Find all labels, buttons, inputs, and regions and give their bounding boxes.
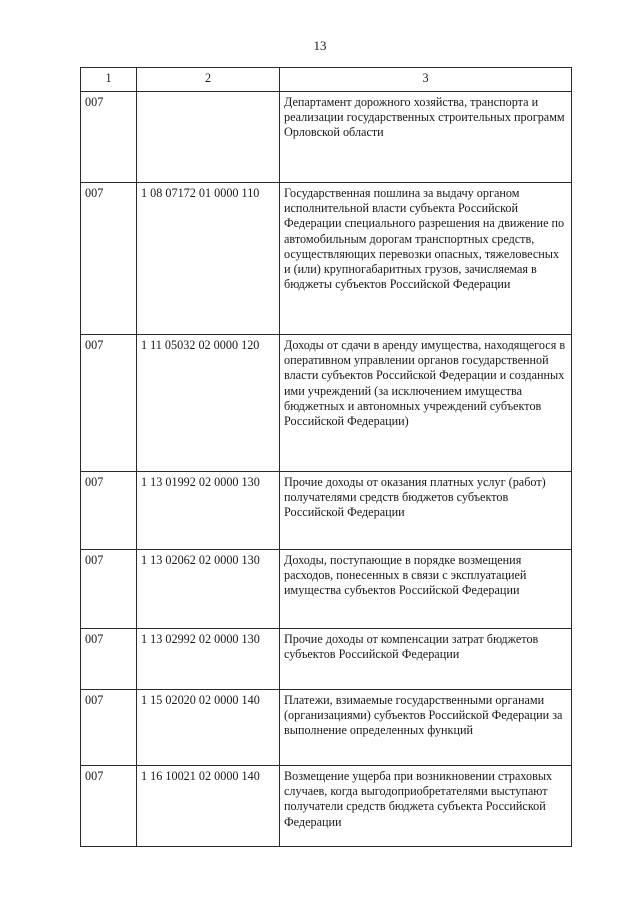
table-row <box>81 335 572 472</box>
table-row <box>81 183 572 335</box>
admin-code-cell: 007 <box>81 690 137 766</box>
table-row <box>81 766 572 847</box>
budget-code-cell: 1 13 01992 02 0000 130 <box>137 472 280 550</box>
column-header-1: 1 <box>81 68 137 92</box>
column-header-2: 2 <box>137 68 280 92</box>
budget-code-cell: 1 15 02020 02 0000 140 <box>137 690 280 766</box>
budget-code-cell: 1 13 02992 02 0000 130 <box>137 629 280 690</box>
description-cell: Департамент дорожного хозяйства, транспорта и реализации государственных строительных программ Орловской области <box>280 92 572 183</box>
table-row <box>81 690 572 766</box>
table-row <box>81 629 572 690</box>
budget-code-cell: 1 11 05032 02 0000 120 <box>137 335 280 472</box>
table-row <box>81 92 572 183</box>
table-row <box>81 550 572 629</box>
column-header-3: 3 <box>280 68 572 92</box>
admin-code-cell: 007 <box>81 629 137 690</box>
admin-code-cell: 007 <box>81 92 137 183</box>
description-cell: Доходы от сдачи в аренду имущества, находящегося в оперативном управлении органов государственной власти субъектов Российской Федерации и созданных ими учреждений (за исключением имущества бюджетных и автономных учреждений субъектов Российской Федерации) <box>280 335 572 472</box>
admin-code-cell: 007 <box>81 335 137 472</box>
description-cell: Прочие доходы от оказания платных услуг (работ) получателями средств бюджетов субъектов Российской Федерации <box>280 472 572 550</box>
admin-code-cell: 007 <box>81 766 137 847</box>
budget-code-cell: 1 13 02062 02 0000 130 <box>137 550 280 629</box>
description-cell: Платежи, взимаемые государственными органами (организациями) субъектов Российской Федерации за выполнение определенных функций <box>280 690 572 766</box>
table-row <box>81 472 572 550</box>
description-cell: Прочие доходы от компенсации затрат бюджетов субъектов Российской Федерации <box>280 629 572 690</box>
budget-code-cell <box>137 92 280 183</box>
budget-code-cell: 1 08 07172 01 0000 110 <box>137 183 280 335</box>
description-cell: Возмещение ущерба при возникновении страховых случаев, когда выгодоприобретателями выступают получатели средств бюджета субъекта Российской Федерации <box>280 766 572 847</box>
description-cell: Государственная пошлина за выдачу органом исполнительной власти субъекта Российской Федерации специального разрешения на движение по автомобильным дорогам транспортных средств, осуществляющих перевозки опасных, тяжеловесных и (или) крупногабаритных грузов, зачисляемая в бюджеты субъектов Российской Федерации <box>280 183 572 335</box>
page-number: 13 <box>313 38 327 53</box>
admin-code-cell: 007 <box>81 550 137 629</box>
table-header-row <box>81 68 572 92</box>
revenue-codes-table <box>80 67 572 847</box>
description-cell: Доходы, поступающие в порядке возмещения расходов, понесенных в связи с эксплуатацией имущества субъектов Российской Федерации <box>280 550 572 629</box>
budget-code-cell: 1 16 10021 02 0000 140 <box>137 766 280 847</box>
admin-code-cell: 007 <box>81 183 137 335</box>
admin-code-cell: 007 <box>81 472 137 550</box>
